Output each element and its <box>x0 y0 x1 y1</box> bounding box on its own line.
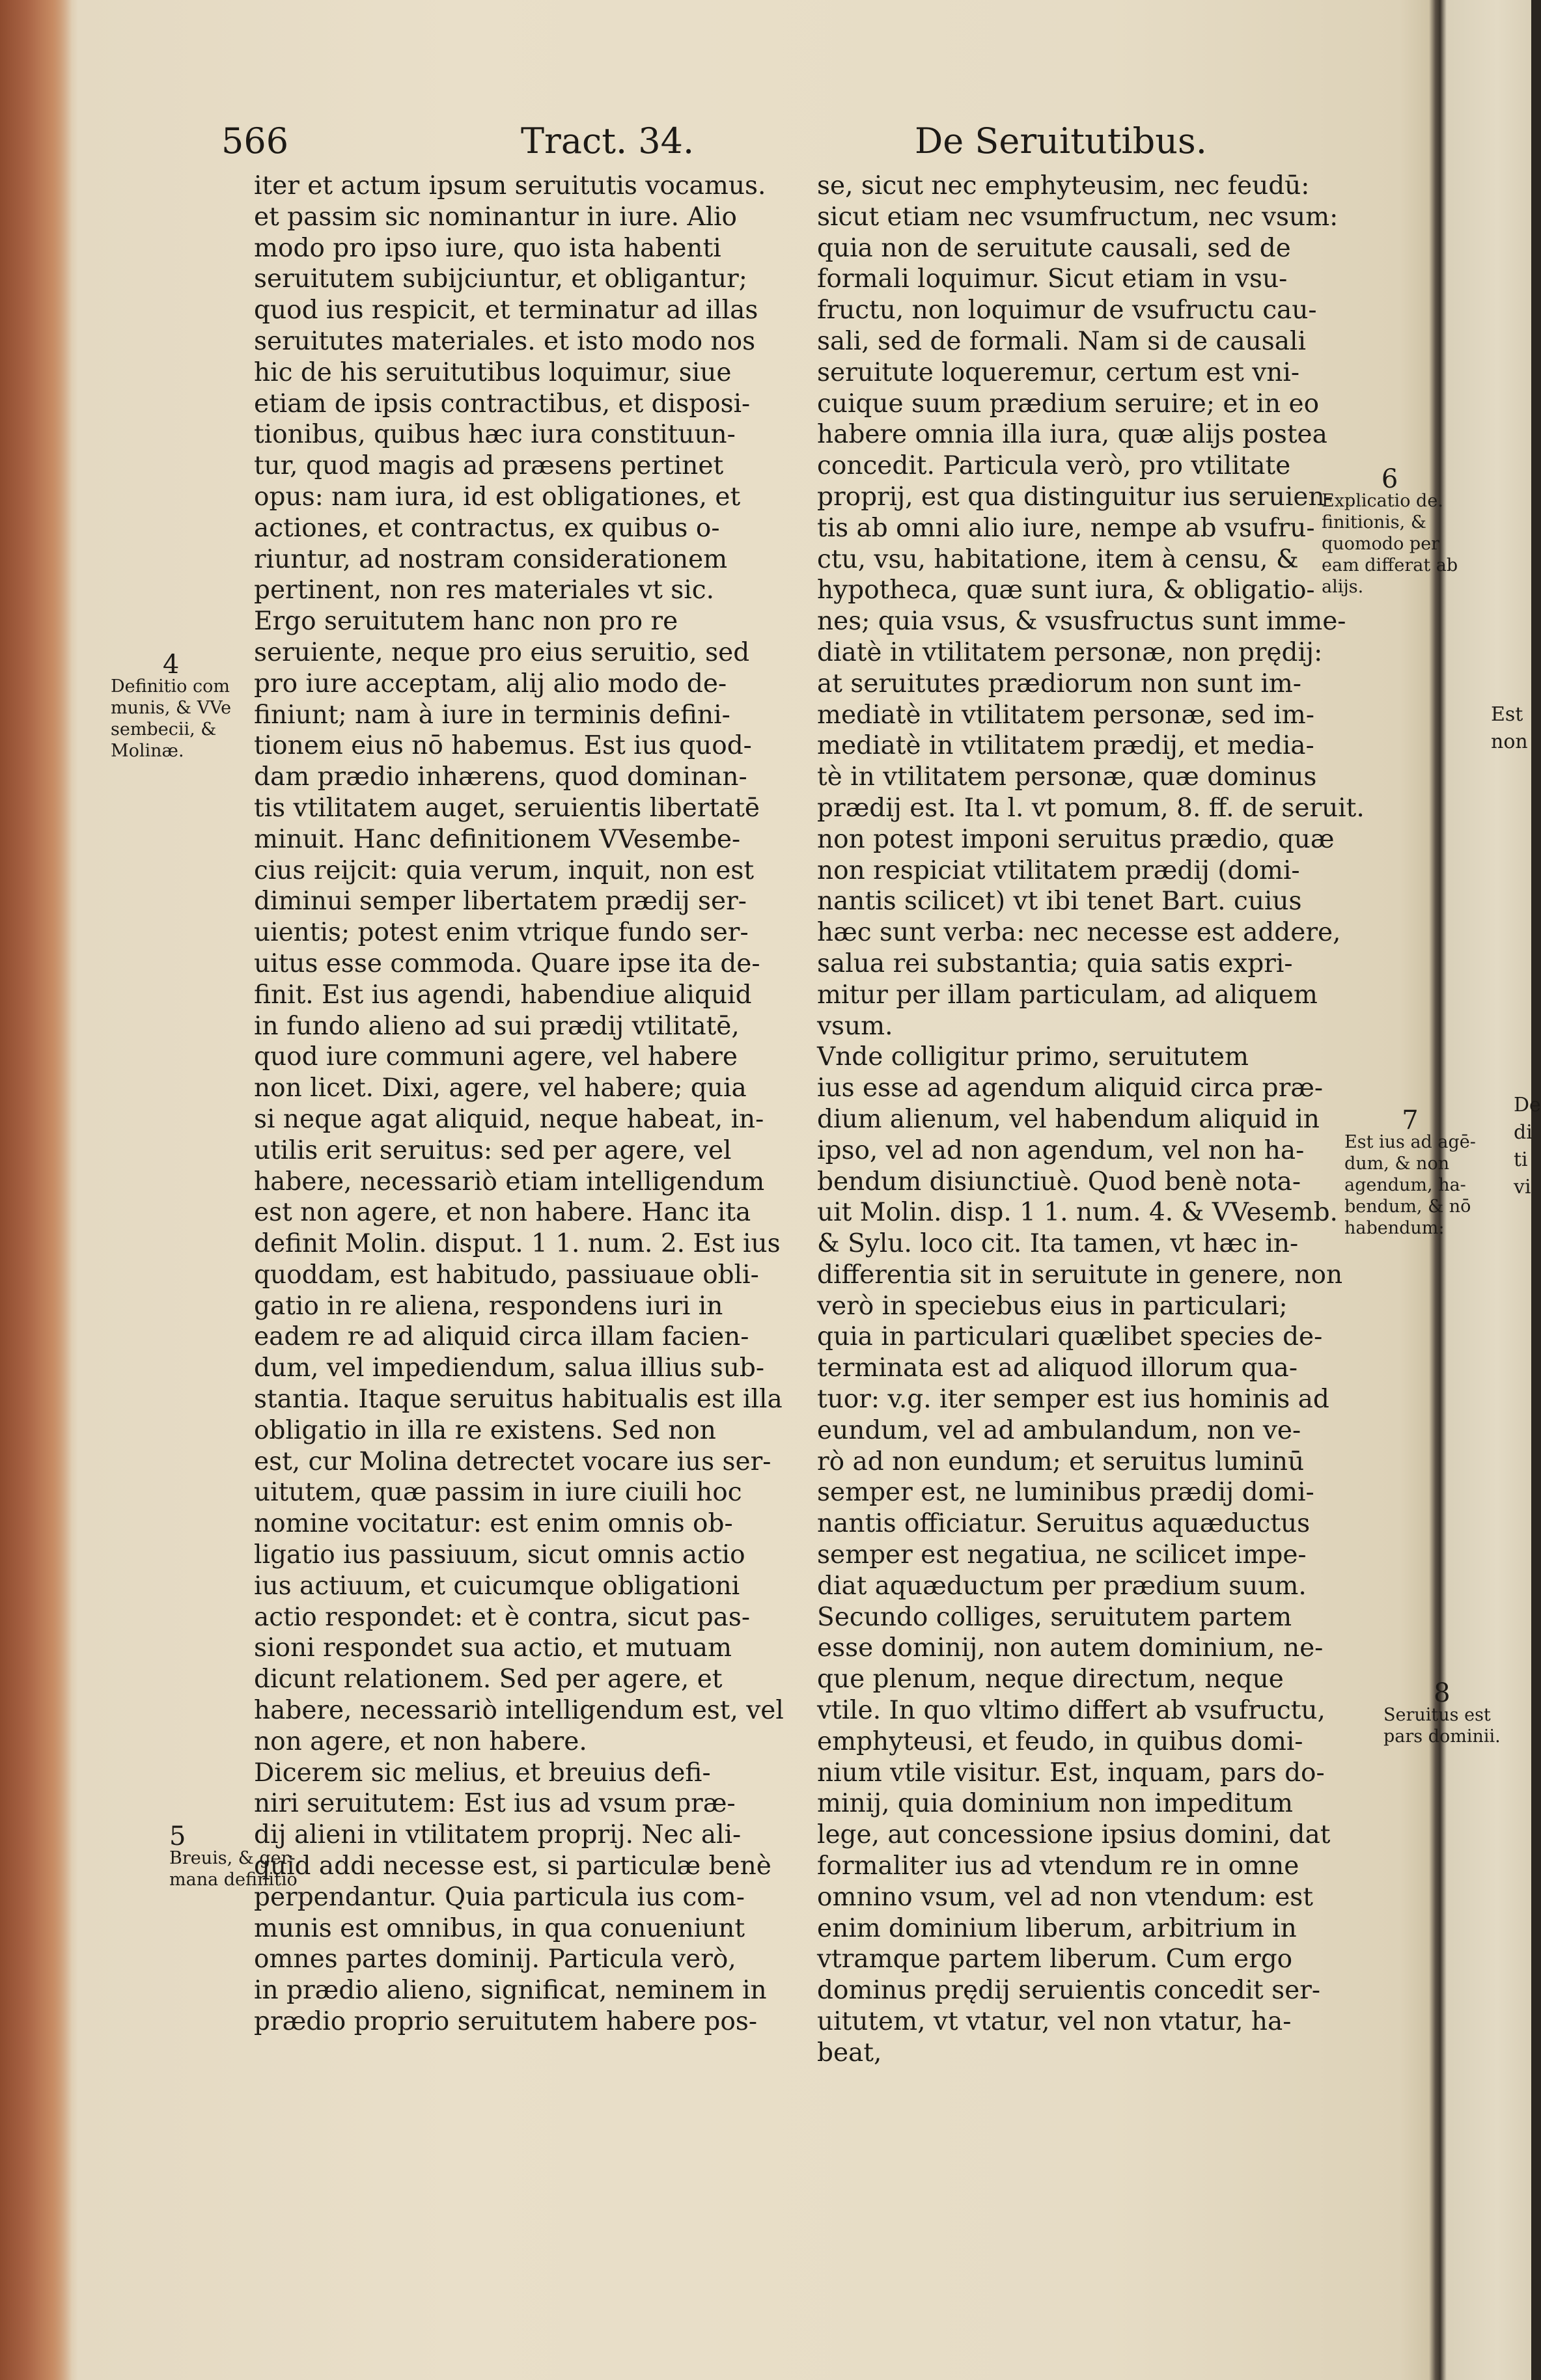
text-line: nes; quia vsus, & vsusfructus sunt imme- <box>817 607 1346 637</box>
text-line: nomine vocitatur: est enim omnis ob- <box>254 1509 733 1539</box>
text-line: non agere, et non habere. <box>254 1726 587 1756</box>
margin-note-5 <box>169 1821 298 1890</box>
text-line: habere omnia illa iura, quæ alijs postea <box>817 420 1327 450</box>
text-line: enim dominium liberum, arbitrium in <box>817 1913 1297 1943</box>
next-page-fragment: Est <box>1491 703 1523 726</box>
text-line: seruitute loqueremur, certum est vni- <box>817 357 1300 387</box>
text-line: riuntur, ad nostram considerationem <box>254 544 728 574</box>
text-line: si neque agat aliquid, neque habeat, in- <box>254 1104 764 1134</box>
text-line: salua rei substantia; quia satis expri- <box>817 948 1293 978</box>
text-line: esse dominij, non autem dominium, ne- <box>817 1633 1324 1663</box>
text-line: uitutem, vt vtatur, vel non vtatur, ha- <box>817 2007 1292 2037</box>
text-line: eadem re ad aliquid circa illam facien- <box>254 1322 749 1352</box>
text-line: emphyteusi, et feudo, in quibus domi- <box>817 1726 1303 1756</box>
text-line: perpendantur. Quia particula ius com- <box>254 1882 745 1912</box>
text-line: in fundo alieno ad sui prædij vtilitatē, <box>254 1011 740 1041</box>
margin-note-line: bendum, & nō <box>1344 1197 1471 1217</box>
text-line: eundum, vel ad ambulandum, non ve- <box>817 1415 1301 1445</box>
margin-note-8 <box>1383 1678 1501 1747</box>
margin-note-line: agendum, ha- <box>1344 1175 1466 1195</box>
margin-note-line: eam differat ab <box>1322 555 1458 575</box>
margin-note-line: Explicatio de. <box>1322 491 1443 511</box>
text-line: definit Molin. disput. 1 1. num. 2. Est ius <box>254 1229 781 1259</box>
text-line: at seruitutes prædiorum non sunt im- <box>817 669 1301 699</box>
margin-note-number: 7 <box>1402 1105 1419 1135</box>
text-line: uit Molin. disp. 1 1. num. 4. & VVesemb. <box>817 1198 1338 1228</box>
left-text-column <box>254 171 817 2038</box>
margin-note-4 <box>111 650 232 762</box>
text-line: pro iure acceptam, alij alio modo de- <box>254 669 727 699</box>
text-line: formaliter ius ad vtendum re in omne <box>817 1851 1299 1881</box>
text-line: beat, <box>817 2038 882 2068</box>
text-line: et passim sic nominantur in iure. Alio <box>254 202 738 232</box>
text-line: niri seruitutem: Est ius ad vsum præ- <box>254 1789 736 1819</box>
text-line: sioni respondet sua actio, et mutuam <box>254 1633 732 1663</box>
text-line: tionibus, quibus hæc iura constituun- <box>254 420 736 450</box>
margin-note-number: 8 <box>1434 1678 1451 1708</box>
next-page-fragment: non <box>1491 730 1528 753</box>
text-line: nantis officiatur. Seruitus aquæductus <box>817 1509 1311 1539</box>
text-line: formali loquimur. Sicut etiam in vsu- <box>817 264 1288 294</box>
text-line: diminui semper libertatem prædij ser- <box>254 887 747 917</box>
text-line: fructu, non loquimur de vsufructu cau- <box>817 296 1317 325</box>
margin-note-line: alijs. <box>1322 577 1364 597</box>
text-line: que plenum, neque directum, neque <box>817 1665 1284 1695</box>
margin-note-line: habendum: <box>1344 1218 1445 1238</box>
text-line: hic de his seruitutibus loquimur, siue <box>254 357 732 387</box>
text-line: tur, quod magis ad præsens pertinet <box>254 451 724 481</box>
text-line: diatè in vtilitatem personæ, non prędij: <box>817 637 1323 667</box>
text-line: semper est, ne luminibus prædij domi- <box>817 1478 1314 1508</box>
margin-note-line: munis, & VVe <box>111 698 232 718</box>
text-line: finiunt; nam à iure in terminis defini- <box>254 700 730 730</box>
text-line: seruitutes materiales. et isto modo nos <box>254 326 756 356</box>
text-line: concedit. Particula verò, pro vtilitate <box>817 451 1291 481</box>
text-line: cuique suum prædium seruire; et in eo <box>817 389 1320 419</box>
text-line: se, sicut nec emphyteusim, nec feudū: <box>817 171 1310 201</box>
margin-note-line: Seruitus est <box>1383 1705 1491 1725</box>
text-line: vsum. <box>817 1011 893 1041</box>
text-line: habere, necessariò etiam intelligendum <box>254 1167 765 1197</box>
text-line: modo pro ipso iure, quo ista habenti <box>254 233 721 263</box>
text-line: prædij est. Ita l. vt pomum, 8. ff. de seruit. <box>817 793 1365 823</box>
text-line: dam prædio inhærens, quod dominan- <box>254 762 747 792</box>
text-line: obligatio in illa re existens. Sed non <box>254 1415 716 1445</box>
text-line: rò ad non eundum; et seruitus luminū <box>817 1446 1305 1476</box>
text-line: minuit. Hanc definitionem VVesembe- <box>254 824 741 854</box>
text-line: semper est negatiua, ne scilicet impe- <box>817 1540 1307 1570</box>
text-line: ctu, vsu, habitatione, item à censu, & <box>817 544 1299 574</box>
text-line: actiones, et contractus, ex quibus o- <box>254 513 720 543</box>
text-line: opus: nam iura, id est obligationes, et <box>254 482 741 512</box>
text-line: tè in vtilitatem personæ, quæ dominus <box>817 762 1317 792</box>
text-line: utilis erit seruitus: sed per agere, vel <box>254 1135 732 1165</box>
text-line: ligatio ius passiuum, sicut omnis actio <box>254 1540 745 1570</box>
text-line: quid addi necesse est, si particulæ benè <box>254 1851 771 1881</box>
text-line: Vnde colligitur primo, seruitutem <box>817 1042 1249 1072</box>
text-line: lege, aut concessione ipsius domini, dat <box>817 1820 1331 1850</box>
text-line: in prædio alieno, significat, neminem in <box>254 1976 767 2006</box>
text-line: pertinent, non res materiales vt sic. <box>254 575 715 605</box>
text-line: sali, sed de formali. Nam si de causali <box>817 326 1306 356</box>
text-line: stantia. Itaque seruitus habitualis est illa <box>254 1385 783 1415</box>
text-line: minij, quia dominium non impeditum <box>817 1789 1293 1819</box>
text-line: mediatè in vtilitatem prædij, et media- <box>817 731 1314 761</box>
margin-note-7 <box>1344 1105 1476 1239</box>
margin-note-number: 4 <box>162 650 180 680</box>
text-line: ipso, vel ad non agendum, vel non ha- <box>817 1135 1305 1165</box>
text-line: non potest imponi seruitus prædio, quæ <box>817 824 1335 854</box>
text-line: vtramque partem liberum. Cum ergo <box>817 1944 1293 1974</box>
text-line: quod iure communi agere, vel habere <box>254 1042 738 1072</box>
right-text-column <box>817 171 1374 2069</box>
text-line: hypotheca, quæ sunt iura, & obligatio- <box>817 575 1315 605</box>
text-line: ius actiuum, et cuicumque obligationi <box>254 1571 740 1601</box>
text-line: gatio in re aliena, respondens iuri in <box>254 1291 723 1321</box>
text-line: iter et actum ipsum seruitutis vocamus. <box>254 171 766 201</box>
text-line: habere, necessariò intelligendum est, vel <box>254 1696 784 1726</box>
text-line: nium vtile visitur. Est, inquam, pars do- <box>817 1758 1325 1788</box>
text-line: quia non de seruitute causali, sed de <box>817 233 1291 263</box>
margin-note-line: Definitio com <box>111 676 230 697</box>
next-page-fragment: di <box>1514 1121 1533 1144</box>
text-line: Dicerem sic melius, et breuius defi- <box>254 1758 711 1788</box>
text-line: uitus esse commoda. Quare ipse ita de- <box>254 948 760 978</box>
text-line: proprij, est qua distinguitur ius seruien- <box>817 482 1333 512</box>
text-line: nantis scilicet) vt ibi tenet Bart. cuius <box>817 887 1302 917</box>
text-line: verò in speciebus eius in particulari; <box>817 1291 1288 1321</box>
margin-note-6 <box>1322 464 1458 598</box>
text-line: actio respondet: et è contra, sicut pas- <box>254 1602 751 1632</box>
margin-note-line: dum, & non <box>1344 1154 1450 1174</box>
text-line: tionem eius nō habemus. Est ius quod- <box>254 731 752 761</box>
text-line: Ergo seruitutem hanc non pro re <box>254 607 678 637</box>
text-line: est, cur Molina detrectet vocare ius ser- <box>254 1446 771 1476</box>
text-line: dium alienum, vel habendum aliquid in <box>817 1104 1320 1134</box>
margin-note-line: Est ius ad agē- <box>1344 1132 1476 1152</box>
text-line: prædio proprio seruitutem habere pos- <box>254 2007 758 2037</box>
next-page-fragment: De <box>1514 1094 1541 1116</box>
margin-note-line: quomodo per <box>1322 534 1440 554</box>
text-line: omnino vsum, vel ad non vtendum: est <box>817 1882 1313 1912</box>
text-line: tis vtilitatem auget, seruientis libertatē <box>254 793 760 823</box>
text-line: mitur per illam particulam, ad aliquem <box>817 980 1318 1010</box>
text-line: non respiciat vtilitatem prædij (domi- <box>817 855 1300 885</box>
page-number: 566 <box>221 120 289 161</box>
text-line: ius esse ad agendum aliquid circa præ- <box>817 1073 1324 1103</box>
text-line: seruiente, neque pro eius seruitio, sed <box>254 637 750 667</box>
margin-note-number: 6 <box>1381 464 1398 494</box>
text-line: quia in particulari quælibet species de- <box>817 1322 1323 1352</box>
text-line: uitutem, quæ passim in iure ciuili hoc <box>254 1478 742 1508</box>
text-line: non licet. Dixi, agere, vel habere; quia <box>254 1073 747 1103</box>
margin-note-line: sembecii, & <box>111 719 217 740</box>
page-edge-stain <box>0 0 72 2380</box>
tract-label: Tract. 34. <box>521 120 695 161</box>
text-line: omnes partes dominij. Particula verò, <box>254 1944 736 1974</box>
margin-note-line: pars dominii. <box>1383 1726 1501 1747</box>
text-line: quoddam, est habitudo, passiuaue obli- <box>254 1260 759 1290</box>
text-line: munis est omnibus, in qua conueniunt <box>254 1913 745 1943</box>
text-line: hæc sunt verba: nec necesse est addere, <box>817 918 1341 948</box>
text-line: finit. Est ius agendi, habendiue aliquid <box>254 980 752 1010</box>
text-line: uientis; potest enim vtrique fundo ser- <box>254 918 749 948</box>
margin-note-line: finitionis, & <box>1322 512 1426 533</box>
text-line: dominus prędij seruientis concedit ser- <box>817 1976 1321 2006</box>
margin-note-line: Molinæ. <box>111 741 184 761</box>
text-line: vtile. In quo vltimo differt ab vsufructu, <box>817 1696 1326 1726</box>
text-line: dicunt relationem. Sed per agere, et <box>254 1665 723 1695</box>
margin-note-line: mana definitio <box>169 1870 298 1890</box>
text-line: quod ius respicit, et terminatur ad illas <box>254 296 758 325</box>
text-line: est non agere, et non habere. Hanc ita <box>254 1198 751 1228</box>
next-page-fragment: ti <box>1514 1148 1528 1171</box>
margin-note-number: 5 <box>169 1821 186 1851</box>
text-line: mediatè in vtilitatem personæ, sed im- <box>817 700 1314 730</box>
text-line: & Sylu. loco cit. Ita tamen, vt hæc in- <box>817 1229 1299 1259</box>
text-line: diat aquæductum per prædium suum. <box>817 1571 1307 1601</box>
text-line: dum, vel impediendum, salua illius sub- <box>254 1353 765 1383</box>
text-line: sicut etiam nec vsumfructum, nec vsum: <box>817 202 1339 232</box>
margin-note-line: Breuis, & ger- <box>169 1848 296 1868</box>
text-line: Secundo colliges, seruitutem partem <box>817 1602 1292 1632</box>
running-title: De Seruitutibus. <box>915 120 1207 161</box>
text-line: tis ab omni alio iure, nempe ab vsufru- <box>817 513 1315 543</box>
text-line: bendum disiunctiuè. Quod benè nota- <box>817 1167 1301 1197</box>
text-line: cius reijcit: quia verum, inquit, non est <box>254 855 755 885</box>
text-line: terminata est ad aliquod illorum qua- <box>817 1353 1298 1383</box>
text-line: dij alieni in vtilitatem proprij. Nec ali- <box>254 1820 742 1850</box>
next-page-fragment: vi <box>1514 1176 1531 1198</box>
text-line: tuor: v.g. iter semper est ius hominis ad <box>817 1385 1329 1415</box>
text-line: differentia sit in seruitute in genere, non <box>817 1260 1343 1290</box>
text-line: etiam de ipsis contractibus, et disposi- <box>254 389 751 419</box>
text-line: seruitutem subijciuntur, et obligantur; <box>254 264 747 294</box>
